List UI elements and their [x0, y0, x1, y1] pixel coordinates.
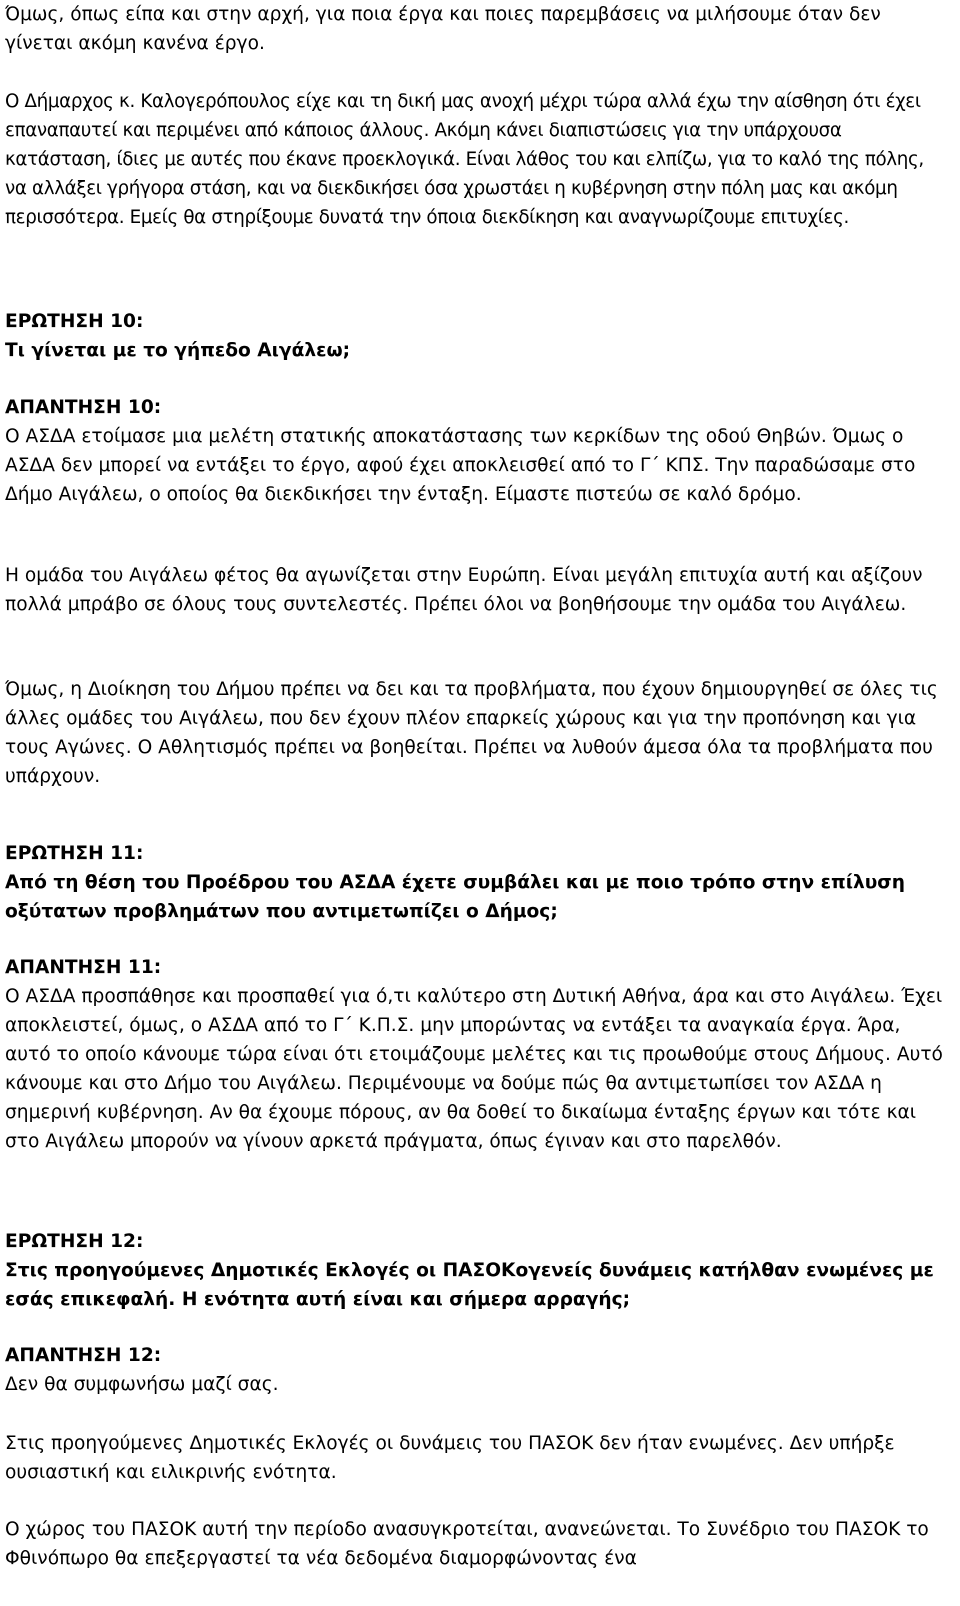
answer-12-block: [5, 1341, 950, 1399]
answer-11-block: [5, 953, 950, 1156]
question-10-text: Τι γίνεται με το γήπεδο Αιγάλεω;: [5, 340, 351, 361]
answer-12-paragraph-3: Ο χώρος του ΠΑΣΟΚ αυτή την περίοδο ανασυγκροτείται, ανανεώνεται. Το Συνέδριο του ΠΑΣΟΚ το Φθινόπωρο θα επεξεργαστεί τα νέα δεδομένα διαμορφώνοντας ένα: [5, 1519, 929, 1569]
question-12-label: ΕΡΩΤΗΣΗ 12:: [5, 1231, 144, 1252]
question-11-label: ΕΡΩΤΗΣΗ 11:: [5, 843, 144, 864]
answer-12-label: ΑΠΑΝΤΗΣΗ 12:: [5, 1345, 162, 1366]
answer-10-paragraph-1: Ο ΑΣΔΑ ετοίμασε μια μελέτη στατικής αποκατάστασης των κερκίδων της οδού Θηβών. Όμως ο ΑΣΔΑ δεν μπορεί να εντάξει το έργο, αφού έχει αποκλεισθεί από το Γ΄ ΚΠΣ. Την παραδώσαμε στο Δήμο Αιγάλεω, ο οποίος θα διεκδικήσει την ένταξη. Είμαστε πιστεύω σε καλό δρόμο.: [5, 426, 916, 505]
answer-12-paragraph-2: Στις προηγούμενες Δημοτικές Εκλογές οι δυνάμεις του ΠΑΣΟΚ δεν ήταν ενωμένες. Δεν υπήρξε ουσιαστική και ειλικρινής ενότητα.: [5, 1433, 895, 1483]
question-12-block: [5, 1227, 950, 1314]
answer-10-label: ΑΠΑΝΤΗΣΗ 10:: [5, 397, 162, 418]
mayor-paragraph: Ο Δήμαρχος κ. Καλογερόπουλος είχε και τη δική μας ανοχή μέχρι τώρα αλλά έχω την αίσθηση ότι έχει επαναπαυτεί και περιμένει από κάποιος άλλους. Ακόμη κάνει διαπιστώσεις για την υπάρχουσα κατάσταση, ίδιες με αυτές που έκανε προεκλογικά. Είναι λάθος του και ελπίζω, για το καλό της πόλης, να αλλάξει γρήγορα στάση, και να διεκδικήσει όσα χρωστάει η κυβέρνηση στην πόλη μας και ακόμη περισσότερα. Εμείς θα στηρίξουμε δυνατά την όποια διεκδίκηση και αναγνωρίζουμε επιτυχίες.: [5, 91, 924, 228]
answer-12-paragraph-1: Δεν θα συμφωνήσω μαζί σας.: [5, 1374, 279, 1395]
answer-10-paragraph-3: Όμως, η Διοίκηση του Δήμου πρέπει να δει και τα προβλήματα, που έχουν δημιουργηθεί σε όλες τις άλλες ομάδες του Αιγάλεω, που δεν έχουν πλέον επαρκείς χώρους και για την προπόνηση και για τους Αγώνες. Ο Αθλητισμός πρέπει να βοηθείται. Πρέπει να λυθούν άμεσα όλα τα προβλήματα που υπάρχουν.: [5, 679, 938, 787]
question-10-block: [5, 307, 950, 365]
question-10-label: ΕΡΩΤΗΣΗ 10:: [5, 311, 144, 332]
answer-10-block: [5, 393, 950, 509]
intro-paragraph: Όμως, όπως είπα και στην αρχή, για ποια έργα και ποιες παρεμβάσεις να μιλήσουμε όταν δεν γίνεται ακόμη κανένα έργο.: [5, 4, 881, 54]
answer-11-paragraph-1: Ο ΑΣΔΑ προσπάθησε και προσπαθεί για ό,τι καλύτερο στη Δυτική Αθήνα, άρα και στο Αιγάλεω. Έχει αποκλειστεί, όμως, ο ΑΣΔΑ από το Γ΄ Κ.Π.Σ. μην μπορώντας να εντάξει τα αναγκαία έργα. Άρα, αυτό το οποίο κάνουμε τώρα είναι ότι ετοιμάζουμε μελέτες και τις προωθούμε στους Δήμους. Αυτό κάνουμε και στο Δήμο του Αιγάλεω. Περιμένουμε να δούμε πώς θα αντιμετωπίσει τον ΑΣΔΑ η σημερινή κυβέρνηση. Αν θα έχουμε πόρους, αν θα δοθεί το δικαίωμα ένταξης έργων και τότε και στο Αιγάλεω μπορούν να γίνουν αρκετά πράγματα, όπως έγιναν και στο παρελθόν.: [5, 986, 943, 1152]
question-11-text: Από τη θέση του Προέδρου του ΑΣΔΑ έχετε συμβάλει και με ποιο τρόπο στην επίλυση οξύτατων προβλημάτων που αντιμετωπίζει ο Δήμος;: [5, 872, 905, 922]
question-12-text: Στις προηγούμενες Δημοτικές Εκλογές οι ΠΑΣΟΚογενείς δυνάμεις κατήλθαν ενωμένες με εσάς επικεφαλή. Η ενότητα αυτή είναι και σήμερα αρραγής;: [5, 1260, 934, 1310]
answer-10-paragraph-2: Η ομάδα του Αιγάλεω φέτος θα αγωνίζεται στην Ευρώπη. Είναι μεγάλη επιτυχία αυτή και αξίζουν πολλά μπράβο σε όλους τους συντελεστές. Πρέπει όλοι να βοηθήσουμε την ομάδα του Αιγάλεω.: [5, 565, 923, 615]
answer-11-label: ΑΠΑΝΤΗΣΗ 11:: [5, 957, 162, 978]
question-11-block: [5, 839, 950, 926]
